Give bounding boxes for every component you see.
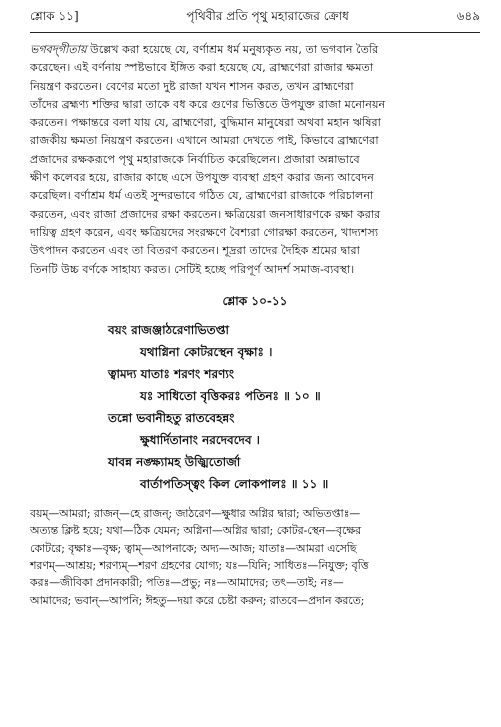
purport-line: রাজকীয় ক্ষমতা নিয়ন্ত্রণ করতেন। এখানে আমরা দেখতে পাই, কিভাবে ব্রাহ্মণেরা — [30, 134, 379, 148]
purport-line: করতেন, এবং রাজা প্রজাদের রক্ষা করতেন। ক্ষত্রিয়েরা জনসাধারণকে রক্ষা করার — [30, 207, 381, 221]
purport-line: করতেন। পক্ষান্তরে বলা যায় যে, ব্রাহ্মণেরা, বুদ্ধিমান মানুষেরা অথবা মহান ঋষিরা — [30, 116, 381, 130]
purport-line: তিনটি উচ্চ বর্ণকে সাহায্য করত। সেটিই হচ্ছে পরিপূর্ণ আদর্শ সমাজ-ব্যবস্থা। — [30, 262, 355, 276]
purport-line: করেছিল। বর্ণাশ্রম ধর্ম এতই সুন্দরভাবে গঠিত যে, ব্রাহ্মণেরা রাজাকে পরিচালনা — [30, 189, 374, 203]
word-synonyms — [30, 505, 480, 609]
purport-line: ভগবদ্‌গীতায় উল্লেখ করা হয়েছে যে, বর্ণাশ্রম ধর্ম মনুষ্যকৃত নয়, তা ভগবান তৈরি — [30, 43, 379, 56]
synonym-line: বয়ম্—আমরা; রাজন্—হে রাজন্; জাঠরেণ—ক্ষুধার অগ্নির দ্বারা; অভিতপ্তাঃ— — [30, 506, 361, 520]
verse-line: বার্তাপতিস্ত্বং কিল লোকপালঃ ॥ ১১ ॥ — [140, 476, 329, 491]
header-verse-reference: শ্লোক ১১] — [30, 9, 79, 23]
header-chapter-title: পৃথিবীর প্রতি পৃথু মহারাজের ক্রোধ — [186, 9, 349, 23]
synonym-line: অত্যন্ত ক্লিষ্ট হয়ে; যথা—ঠিক যেমন; অগ্নিনা—অগ্নির দ্বারা; কোটর-স্থেন—বৃক্ষের — [30, 524, 362, 538]
verse-line: যঃ সাধিতো বৃত্তিকরঃ পতিনঃ ॥ ১০ ॥ — [140, 388, 321, 403]
page-header — [30, 8, 480, 30]
purport-line: তাঁদের ব্রহ্মণ্য শক্তির দ্বারা তাকে বধ করে গুণের ভিত্তিতে উপযুক্ত রাজা মনোনয়ন — [30, 97, 386, 111]
verse-line: তন্নো ভবানীহতু রাতবেহন্নং — [108, 410, 235, 425]
purport-paragraph — [30, 41, 480, 279]
purport-line: করেছেন। এই বর্ণনায় স্পষ্টভাবে ইঙ্গিত করা হয়েছে যে, ব্রাহ্মণেরা রাজার ক্ষমতা — [30, 61, 374, 75]
sanskrit-verse — [108, 319, 480, 495]
synonym-line: আমাদের; ভবান্—আপনি; ঈহতু—দয়া করে চেষ্টা করুন; রাতবে—প্রদান করতে; — [30, 593, 365, 607]
synonym-line: কোটরে; বৃক্ষাঃ—বৃক্ষ; ত্বাম্—আপনাকে; অদ্য—আজ; যাতাঃ—আমরা এসেছি — [30, 541, 357, 555]
purport-italic-lead: ভগবদ্‌গীতায় — [30, 43, 87, 56]
purport-line: নিয়ন্ত্রণ করতেন। বেণের মতো দুষ্ট রাজা যখন শাসন করত, তখন ব্রাহ্মণেরা — [30, 79, 354, 93]
purport-line: দায়িত্ব গ্রহণ করেন, এবং ক্ষত্রিয়দের সংরক্ষণে বৈশ্যরা গোরক্ষা করতেন, খাদ্যশস্য — [30, 225, 379, 239]
verse-line: ত্বামদ্য যাতাঃ শরণং শরণ্যং — [108, 366, 234, 381]
purport-line: ক্ষীণ কলেবর হয়ে, রাজার কাছে এসে উপযুক্ত ব্যবস্থা গ্রহণ করার জন্য আবেদন — [30, 171, 374, 185]
purport-line: উৎপাদন করতেন এবং তা বিতরণ করতেন। শূদ্ররা তাদের দৈহিক শ্রমের দ্বারা — [30, 244, 360, 258]
verse-line: যাবন্ন নঙ্ক্ষ্যামহ উজ্ঝিতোর্জা — [108, 454, 241, 469]
synonym-line: শরণম্—আশ্রয়; শরণ্যম্—শরণ গ্রহণের যোগ্য; যঃ—যিনি; সাধিতঃ—নিযুক্ত; বৃত্তি — [30, 559, 369, 573]
verse-line: বয়ং রাজঞ্জাঠরেণাভিতপ্তা — [108, 322, 229, 337]
purport-line: প্রজাদের রক্ষকরূপে পৃথু মহারাজকে নির্বাচিত করেছিলেন। প্রজারা অন্নাভাবে — [30, 152, 360, 166]
verse-line: ক্ষুধার্দিতানাং নরদেবদেব । — [140, 432, 260, 447]
synonym-line: করঃ—জীবিকা প্রদানকারী; পতিঃ—প্রভু; নঃ—আমাদের; তৎ—তাই; নঃ— — [30, 576, 344, 590]
header-page-number: ৬৪৯ — [456, 9, 480, 23]
verse-heading: শ্লোক ১০-১১ — [222, 293, 288, 308]
verse-line: যথাগ্নিনা কোটরস্থেন বৃক্ষাঃ । — [140, 344, 273, 359]
header-divider — [30, 32, 480, 33]
book-page — [30, 8, 480, 609]
